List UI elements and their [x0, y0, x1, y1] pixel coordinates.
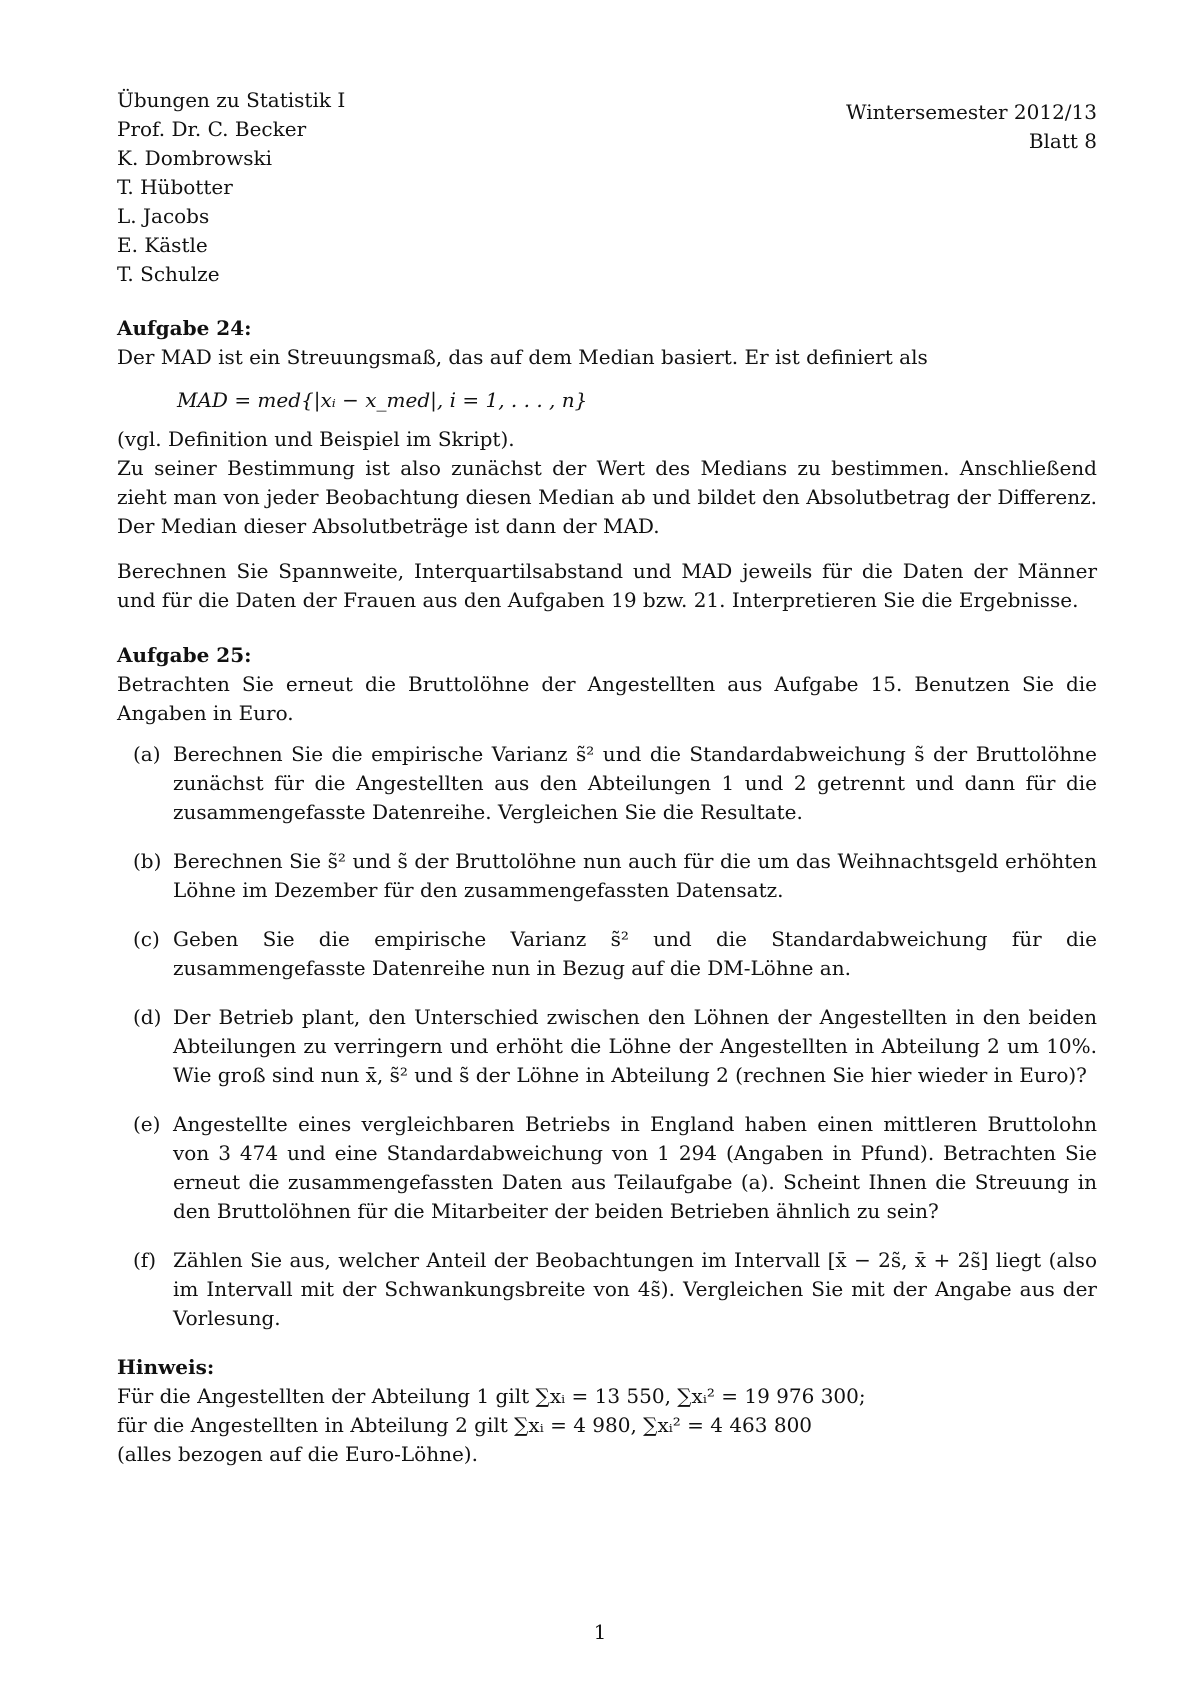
hinweis-line: für die Angestellten in Abteilung 2 gilt ∑xᵢ = 4 980, ∑xᵢ² = 4 463 800 [117, 1413, 813, 1437]
aufgabe-24-explanation: Zu seiner Bestimmung ist also zunächst der Wert des Medians zu bestimmen. Anschließend zieht man von jeder Beobachtung diesen Median ab und bildet den Absolutbetrag der Differenz. Der Median dieser Absolutbeträge ist dann der MAD. [117, 456, 1097, 538]
semester-info [846, 98, 1097, 156]
exercise-sheet [117, 86, 1097, 1469]
author-name: L. Jacobs [117, 204, 210, 228]
subtask-label: (d) [133, 1005, 162, 1029]
subtask-label: (e) [133, 1112, 161, 1136]
subtask-text: Der Betrieb plant, den Unterschied zwischen den Löhnen der Angestellten in den beiden Abteilungen zu verringern und erhöht die Löhne der Angestellten in Abteilung 2 um 10%. Wie groß sind nun x̄, s̃² und s̃ der Löhne in Abteilung 2 (rechnen Sie hier wieder in Euro)? [173, 1005, 1097, 1087]
subtask-label: (f) [133, 1248, 157, 1272]
author-list [117, 86, 345, 289]
author-name: K. Dombrowski [117, 146, 272, 170]
hinweis [117, 1353, 1097, 1469]
subtask-label: (c) [133, 927, 160, 951]
page-number: 1 [593, 1620, 607, 1644]
mad-formula: MAD = med{|xᵢ − x_med|, i = 1, . . . , n} [177, 388, 588, 412]
aufgabe-24-task: Berechnen Sie Spannweite, Interquartilsabstand und MAD jeweils für die Daten der Männer und für die Daten der Frauen aus den Aufgaben 19 bzw. 21. Interpretieren Sie die Ergebnisse. [117, 559, 1097, 612]
aufgabe-25 [117, 641, 1097, 1333]
subtask-text: Zählen Sie aus, welcher Anteil der Beobachtungen im Intervall [x̄ − 2s̃, x̄ + 2s̃] liegt (also im Intervall mit der Schwankungsbreite von 4s̃). Vergleichen Sie mit der Angabe aus der Vorlesung. [173, 1248, 1097, 1330]
course-title: Übungen zu Statistik I [117, 88, 346, 112]
author-name: T. Hübotter [117, 175, 233, 199]
subtask-c [117, 925, 1097, 983]
aufgabe-24 [117, 314, 1097, 615]
subtask-a [117, 740, 1097, 827]
sheet-header [117, 86, 1097, 296]
subtask-text: Berechnen Sie s̃² und s̃ der Bruttolöhne nun auch für die um das Weihnachtsgeld erhöhten Löhne im Dezember für den zusammengefassten Datensatz. [173, 849, 1097, 902]
subtask-text: Angestellte eines vergleichbaren Betriebs in England haben einen mittleren Bruttolohn von 3 474 und eine Standardabweichung von 1 294 (Angaben in Pfund). Betrachten Sie erneut die zusammengefassten Daten aus Teilaufgabe (a). Scheint Ihnen die Streuung in den Bruttolöhnen für die Mitarbeiter der beiden Betrieben ähnlich zu sein? [173, 1112, 1097, 1223]
subtask-b [117, 847, 1097, 905]
subtask-f [117, 1246, 1097, 1333]
hinweis-line: (alles bezogen auf die Euro-Löhne). [117, 1442, 478, 1466]
aufgabe-25-intro: Betrachten Sie erneut die Bruttolöhne der Angestellten aus Aufgabe 15. Benutzen Sie die Angaben in Euro. [117, 672, 1097, 725]
subtask-d [117, 1003, 1097, 1090]
semester-label: Wintersemester 2012/13 [846, 100, 1097, 124]
author-name: Prof. Dr. C. Becker [117, 117, 307, 141]
aufgabe-25-title: Aufgabe 25: [117, 643, 252, 667]
subtask-label: (a) [133, 742, 161, 766]
subtask-label: (b) [133, 849, 162, 873]
aufgabe-24-intro: Der MAD ist ein Streuungsmaß, das auf dem Median basiert. Er ist definiert als [117, 345, 928, 369]
subtask-list [117, 740, 1097, 1333]
hinweis-line: Für die Angestellten der Abteilung 1 gilt ∑xᵢ = 13 550, ∑xᵢ² = 19 976 300; [117, 1384, 866, 1408]
author-name: E. Kästle [117, 233, 208, 257]
sheet-number: Blatt 8 [1028, 129, 1097, 153]
subtask-e [117, 1110, 1097, 1226]
author-name: T. Schulze [117, 262, 220, 286]
subtask-text: Berechnen Sie die empirische Varianz s̃² und die Standardabweichung s̃ der Bruttolöhne zunächst für die Angestellten aus den Abteilungen 1 und 2 getrennt und dann für die zusammengefasste Datenreihe. Vergleichen Sie die Resultate. [173, 742, 1097, 824]
aufgabe-24-title: Aufgabe 24: [117, 316, 252, 340]
hinweis-title: Hinweis: [117, 1355, 215, 1379]
aufgabe-24-note: (vgl. Definition und Beispiel im Skript). [117, 427, 515, 451]
subtask-text: Geben Sie die empirische Varianz s̃² und die Standardabweichung für die zusammengefasste Datenreihe nun in Bezug auf die DM-Löhne an. [173, 927, 1097, 980]
